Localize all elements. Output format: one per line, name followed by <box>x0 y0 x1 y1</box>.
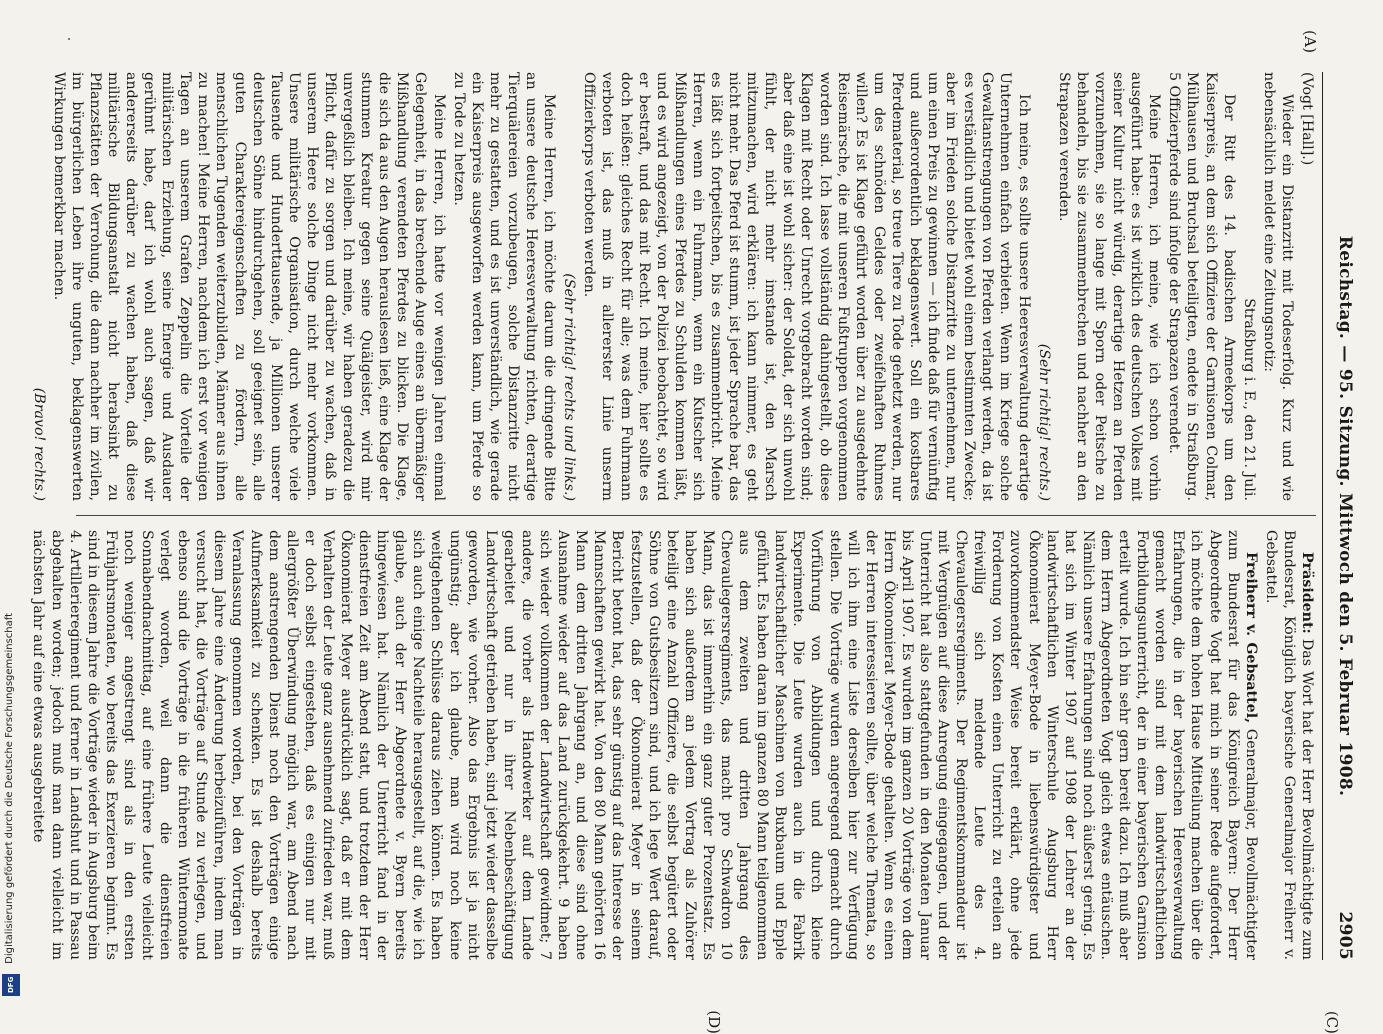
paragraph-text: (Sehr richtig! rechts.) <box>1035 343 1052 501</box>
paragraph-text: (Vogt [Hall].) <box>1299 72 1315 166</box>
paragraph-text: Meine Herren, ich möchte darum die dringende Bitte an unsere deutsche Heeresverwaltung richten, derartige Tierquälereien vorzubeugen, solche Distanzritte nicht mehr zu gestatten, und es ist unverständlich, wie gerade ein Kaiserpreis ausgeworfen werden kann, um Pferde so zu Tode zu hetzen. <box>450 72 558 501</box>
paragraph-text: (Sehr richtig! rechts und links.) <box>561 273 578 501</box>
paragraph-text: Ich meine, es sollte unsere Heeresverwaltung derartige Unternehmen einfach verbieten. Wenn im Kriege solche Gewaltanstrengungen von Pferden verlangt werden, da ist es verständlich und bietet wohl einem bestimmten Zwecke; aber im Frieden solche Distanzritte zu unternehmen, nur um einen Preis zu gewinnen — ich finde daß für vernünftig und außerordentlich beklagenswert. Soll ein kostbares Pferdematerial, so treue Tiere zu Tode gehetzt werden, nur um des schnöden Geldes oder zweifelhaften Ruhmes willen? Es ist Klage geführt worden über zu ausgedehnte Reisemärsche, die mit unseren Fußtruppen vorgenommen worden sind. Ich lasse vollständig dahingestellt, ob diese Klagen mit Recht oder Unrecht vorgebracht worden sind; aber daß eine ist wohl sicher: der Soldat, der sich unwohl fühlt, der nicht mehr imstande ist, den Marsch mitzumachen, wird erklären: ich kann nimmer, es geht nicht mehr. Das Pferd ist stumm, ist jeder Sprache bar, das es läßt sich fortpeitschen, bis es zusammenbricht. Meine Herren, wenn ein Fuhrmann, wenn ein Kutscher sich Mißhandlungen eines Pferdes zu Schulden kommen läßt, und es wird angezeigt, von der Polizei beobachtet, so wird er bestraft, und das mit Recht. Ich meine, hier sollte es doch heißen: gleiches Recht für alle; was dem Fuhrmann verboten ist, das muß in allererster Linie unserm Offizierkorps verboten werden. <box>581 72 1032 501</box>
right-column <box>30 516 1316 961</box>
paragraph-text: Der Ritt des 14. badischen Armeekorps um den Kaiserpreis, an dem sich Offiziere der Garnisonen Colmar, Mülhausen und Bruchsal beteiligten, endete in Straßburg. 5 Offizierpferde sind infolge der Strapazen verendet. <box>1166 72 1237 501</box>
paragraph <box>450 72 559 501</box>
dfg-logo-icon: DFG <box>2 974 20 996</box>
paragraph-text: Wieder ein Distanzritt mit Todeserfolg. Kurz und wie nebensächlich meldet eine Zeitungsnotiz: <box>1260 72 1295 501</box>
paragraph <box>1055 72 1164 501</box>
paragraph-text: Das Wort hat der Herr Bevollmächtigte zum Bundesrat, Königlich bayerische Generalmajor Freiherr v. Gebsattel. <box>1262 530 1315 960</box>
speaker-name: Freiherr v. Gebsattel, <box>1242 552 1259 724</box>
paragraph <box>1165 72 1237 501</box>
margin-marker-d: (D) <box>705 1010 723 1034</box>
scan-speck <box>68 38 70 40</box>
margin-marker-a: (A) <box>1301 30 1319 54</box>
paragraph <box>560 72 578 501</box>
paragraph <box>1262 530 1316 960</box>
paragraph-text: Meine Herren, ich hatte vor wenigen Jahren einmal Gelegenheit, in das brechende Auge eines an übermäßiger Mißhandlung verendeten Pferdes zu blicken. Die Klage, die sich da aus den Augen herauslesen ließ, eine Klage der stummen Kreatur gegen seine Quälgeister, wird mir unvergeßlich bleiben. Ich meine, wir haben geradezu die Pflicht, dafür zu sorgen und darüber zu wachen, daß in unserem Heere solche Dinge nicht mehr vorkommen. Unsere militärische Organisation, durch welche viele Tausende und Hunderttausende, ja Millionen unserer deutschen Söhne hindurchgehen, soll geeignet sein, alle guten Charaktereigenschaften zu fördern, alle menschlichen Tugenden weiterzubilden, Männer aus ihnen zu machen! Meine Herren, nachdem ich erst vor wenigen Tagen an unserem Grafen Zeppelin die Vorteile der militärischen Erziehung, seine Energie und Ausdauer gerühmt habe, darf ich wohl auch sagen, daß wir andererseits darüber zu wachen haben, daß diese militärische Bildungsanstalt nicht herabsinkt zu Pflanzstätten der Verrohung, die dann nachher im zivilen, im bürgerlichen Leben ihre unguten, beklagenswerten Wirkungen bemerkbar machen. <box>50 72 447 501</box>
paragraph-text: Meine Herren, ich meine, wie ich schon vorhin ausgeführt habe: es ist wirklich des deutschen Volkes mit seiner Kultur nicht würdig, derartige Hetzen an Pferden vorzunehmen, sie so lange mit Sporn oder Peitsche zu behandeln, bis sie zusammenbrechen und nachher an den Strapazen verenden. <box>1055 72 1163 501</box>
running-title: Reichstag. — 95. Sitzung. Mittwoch den 5. Februar 1908. <box>1335 235 1355 797</box>
paragraph-text: (Bravo! rechts.) <box>30 387 47 501</box>
speaker-name: Präsident: <box>1299 552 1315 634</box>
paragraph <box>1260 72 1296 501</box>
paragraph <box>50 72 448 501</box>
page-number: 2905 <box>1335 911 1355 960</box>
text-columns <box>30 72 1316 961</box>
paragraph <box>29 530 1259 960</box>
paragraph-text: Straßburg i. E., den 21. Juli. <box>1240 298 1257 501</box>
paragraph-text: Generalmajor, Bevollmächtigter zum Bundesrat für das Königreich Bayern: Der Herr Abgeordnete Vogt hat mich in seiner Rede aufgefordert, ich möchte dem hohen Hause Mitteilung machen über die Erfahrungen, die in der bayerischen Heeresverwaltung gemacht worden sind mit dem landwirtschaftlichen Fortbildungsunterricht, der in einer bayerischen Garnison erteilt wurde. Ich bin sehr gern bereit dazu. Ich muß aber dem Herrn Abgeordneten Vogt gleich etwas entäuschen. Nämlich unsere Erfahrungen sind noch äußerst gering. Es hat sich im Winter 1907 auf 1908 der Lehrer an der landwirtschaftlichen Winterschule Augsburg Herr Ökonomierat Meyer-Bode in liebenswürdigster und zuvorkommendster Weise bereit erklärt, ohne jede Forderung von Kosten einen Unterricht zu erteilen an freiwillig sich meldende Leute des 4. Chevaulegersregiments. Der Regimentskommandeur ist mit Vergnügen auf diese Anregung eingegangen, und der Unterricht hat also stattgefunden in den Monaten Januar bis April 1907. Es wurden im ganzen 20 Vorträge von dem Herrn Ökonomierat Meyer-Bode gehalten. Wenn es einen der Herren interessieren sollte, über welche Themata, so will ich ihm eine Liste derselben hier zur Verfügung stellen. Die Vorträge wurden angeregend gemacht durch Vorführung von Abbildungen und durch kleine Experimente. Die Leute wurden auch in die Fabrik landwirtschaftlicher Maschinen von Buxbaum und Epple geführt. Es haben daran im ganzen 80 Mann teilgenommen aus dem zweiten und dritten Jahrgang des Chevaulegersregiments, das macht pro Schwadron 10 Mann, das ist immerhin ein ganz guter Prozentsatz. Es haben sich außerdem an jedem Vortrag als Zuhörer beteiligt eine Anzahl Offiziere, die selbst begütert oder Söhne von Gutsbesitzern sind, und ich lege Wert darauf, festzustellen, daß der Ökonomierat Meyer in seinem Bericht betont hat, das sehr günstig auf das Interesse der Mannschaften gewirkt hat. Von den 80 Mann gehörten 16 Mann dem dritten Jahrgang an, und diese sind ohne Ausnahme wieder auf das Land zurückgekehrt. 9 haben sich wieder vollkommen der Landwirtschaft gewidmet; 7 andere, die vorher als Handwerker auf dem Lande gearbeitet und nur in ihrer Nebenbeschäftigung Landwirtschaft getrieben haben, sind jetzt wieder dasselbe geworden, wie vorher. Also das Ergebnis ist ja nicht ungünstig; aber ich glaube, man wird noch keine weitgehenden Schlüsse daraus ziehen können. Es haben sich auch einige Nachteile herausgestellt, auf die, wie ich glaube, auch der Herr Abgeordnete v. Byern bereits hingewiesen hat. Nämlich der Unterricht fand in der dienstfreien Zeit am Abend statt, und trotzdem der Herr Ökonomierat Meyer ausdrücklich sagt, daß er mit dem Verhalten der Leute ganz ausnehmend zufrieden war, muß er doch selbst eingestehen, daß es einigen nur mit allergrößter Überwindung möglich war, am Abend nach dem anstrengenden Dienst noch den Vorträgen einige Aufmerksamkeit zu schenken. Es ist deshalb bereits Veranlassung genommen worden, bei den Vorträgen in diesem Jahre eine Änderung herbeizuführen, indem man versucht hat, die Vorträge auf Stunde zu verlegen, und ebenso sind die Vorträge in die früheren Wintermonate verlegt worden, weil dann die dienstfreien Sonnabendnachmittag, auf eine frühere Leute vielleicht noch weniger angestrengt sind als in den ersten Frühjahrsmonaten, wo bereits das Exerzieren beginnt. Es sind in diesem Jahre die Vorträge wieder in Augsburg beim 4. Artillerieregiment und ferner in Landshut und in Passau abgehalten worden; jedoch muß man dann vielleicht im nächsten Jahr auf eine etwas ausgebreitete <box>30 530 1259 961</box>
digitization-credit: Digitalisierung gefördert durch die Deutsche Forschungsgemeinschaft <box>4 613 15 964</box>
margin-marker-c: (C) <box>1323 1010 1341 1034</box>
paragraph <box>1240 72 1258 501</box>
paragraph <box>1035 72 1053 501</box>
left-column <box>30 72 1316 516</box>
paragraph <box>1298 72 1316 501</box>
paragraph <box>580 72 1032 501</box>
paragraph <box>29 72 47 501</box>
